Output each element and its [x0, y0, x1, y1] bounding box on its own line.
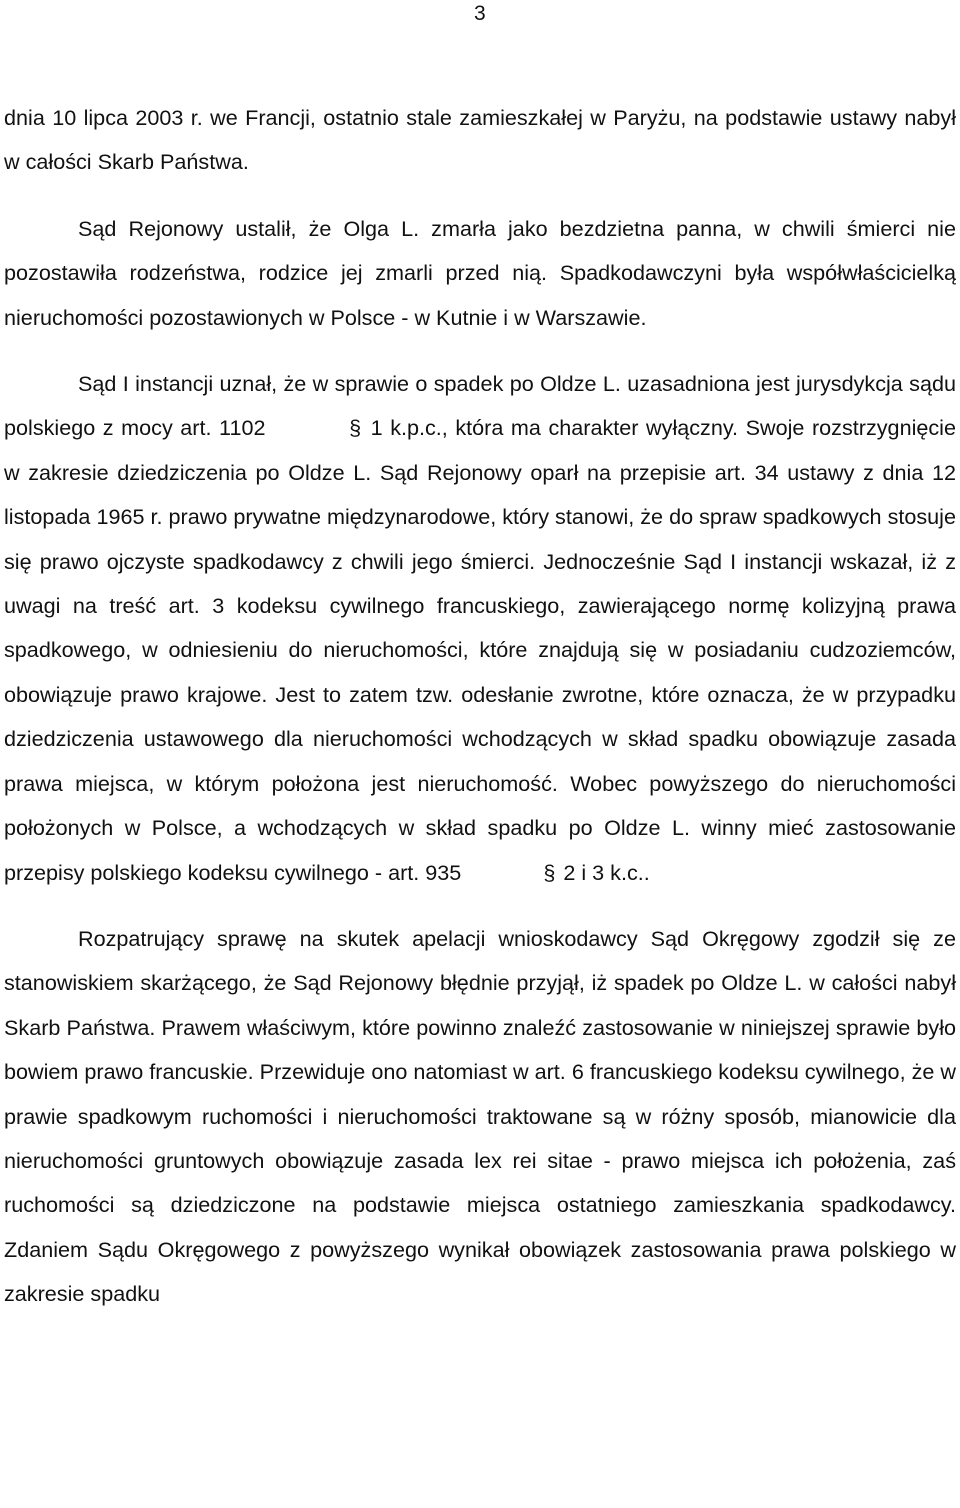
paragraph-3 [4, 362, 956, 895]
paragraph-3-text-middle: 1 k.p.c., która ma charakter wyłączny. Swoje rozstrzygnięcie w zakresie dziedziczenia po Oldze L. Sąd Rejonowy oparł na przepisie art. 34 ustawy z dnia 12 listopada 1965 r. prawo prywatne międzynarodowe, który stanowi, że do spraw spadkowych stosuje się prawo ojczyste spadkodawcy z chwili jego śmierci. Jednocześnie Sąd I instancji wskazał, iż z uwagi na treść art. 3 kodeksu cywilnego francuskiego, zawierającego normę kolizyjną prawa spadkowego, w odniesieniu do nieruchomości, które znajdują się w posiadaniu cudzoziemców, obowiązuje prawo krajowe. Jest to zatem tzw. odesłanie zwrotne, które oznacza, że w przypadku dziedziczenia ustawowego dla nieruchomości wchodzących w skład spadku obowiązuje zasada prawa miejsca, w którym położona jest nieruchomość. Wobec powyższego do nieruchomości położonych w Polsce, a wchodzących w skład spadku po Oldze L. winny mieć zastosowanie przepisy polskiego kodeksu cywilnego - art. 935 [4, 415, 956, 885]
paragraph-1: dnia 10 lipca 2003 r. we Francji, ostatnio stale zamieszkałej w Paryżu, na podstawie ustawy nabył w całości Skarb Państwa. [4, 105, 956, 175]
paragraph-2: Sąd Rejonowy ustalił, że Olga L. zmarła jako bezdzietna panna, w chwili śmierci nie pozostawiła rodzeństwa, rodzice jej zmarli przed nią. Spadkodawczyni była współwłaścicielką nieruchomości pozostawionych w Polsce - w Kutnie i w Warszawie. [4, 215, 956, 330]
document-body [4, 96, 956, 1317]
paragraph-3-text-end: 2 i 3 k.c.. [563, 859, 650, 885]
page-number: 3 [474, 2, 486, 25]
section-sign-symbol-2: § [543, 859, 556, 885]
paragraph-3-text-start: Sąd I instancji uznał, że w sprawie o spadek po Oldze L. uzasadniona jest jurysdykcja sądu polskiego z mocy art. 1102 [4, 371, 956, 441]
paragraph-4: Rozpatrujący sprawę na skutek apelacji wnioskodawcy Sąd Okręgowy zgodził się ze stanowiskiem skarżącego, że Sąd Rejonowy błędnie przyjął, iż spadek po Oldze L. w całości nabył Skarb Państwa. Prawem właściwym, które powinno znaleźć zastosowanie w niniejszej sprawie było bowiem prawo francuskie. Przewiduje ono natomiast w art. 6 francuskiego kodeksu cywilnego, że w prawie spadkowym ruchomości i nieruchomości traktowane są w różny sposób, mianowicie dla nieruchomości gruntowych obowiązuje zasada lex rei sitae - prawo miejsca ich położenia, zaś ruchomości są dziedziczone na podstawie miejsca ostatniego zamieszkania spadkodawcy. Zdaniem Sądu Okręgowego z powyższego wynikał obowiązek zastosowania prawa polskiego w zakresie spadku [4, 925, 956, 1307]
section-sign-symbol: § [349, 415, 362, 441]
